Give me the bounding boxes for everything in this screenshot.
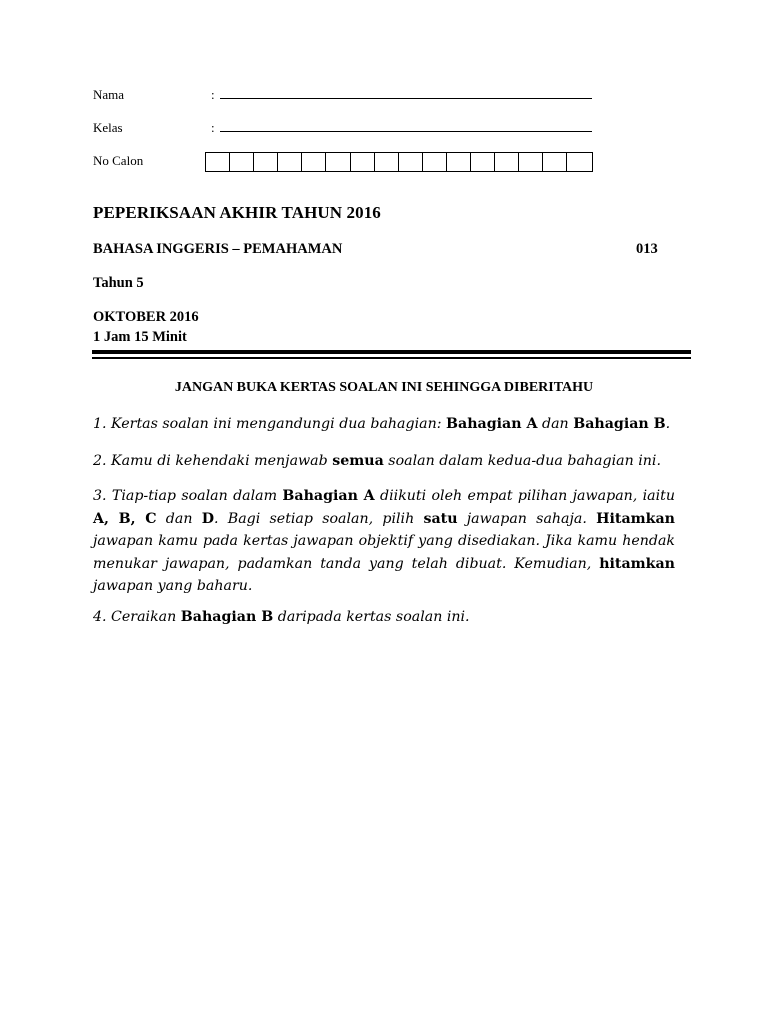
divider-thin [92, 357, 691, 359]
warning-heading: JANGAN BUKA KERTAS SOALAN INI SEHINGGA DIBERITAHU [174, 380, 594, 395]
nama-label: Nama [93, 87, 125, 102]
exam-duration: 1 Jam 15 Minit [93, 329, 187, 345]
instruction-2: 2. Kamu di kehendaki menjawab semua soalan dalam kedua-dua bahagian ini. [93, 453, 661, 469]
calon-box[interactable] [326, 153, 350, 171]
no-calon-boxes[interactable] [205, 152, 593, 172]
paper-code: 013 [636, 241, 658, 257]
calon-box[interactable] [543, 153, 567, 171]
calon-box[interactable] [567, 153, 591, 171]
calon-box[interactable] [206, 153, 230, 171]
calon-box[interactable] [351, 153, 375, 171]
calon-box[interactable] [399, 153, 423, 171]
kelas-colon: : [211, 120, 215, 135]
instruction-3: 3. Tiap-tiap soalan dalam Bahagian A diikuti oleh empat pilihan jawapan, iaitu A, B, C dan D. Bagi setiap soalan, pilih satu jawapan sahaja. Hitamkan jawapan kamu pada kertas jawapan objektif yang disediakan. Jika kamu hendak menukar jawapan, padamkan tanda yang telah dibuat. Kemudian, hitamkan jawapan yang baharu. [93, 488, 676, 594]
calon-box[interactable] [230, 153, 254, 171]
calon-box[interactable] [471, 153, 495, 171]
exam-month: OKTOBER 2016 [93, 309, 199, 325]
calon-box[interactable] [423, 153, 447, 171]
calon-box[interactable] [447, 153, 471, 171]
exam-title: PEPERIKSAAN AKHIR TAHUN 2016 [93, 203, 381, 222]
nama-colon: : [211, 87, 215, 102]
calon-box[interactable] [375, 153, 399, 171]
calon-box[interactable] [495, 153, 519, 171]
instruction-1: 1. Kertas soalan ini mengandungi dua bahagian: Bahagian A dan Bahagian B. [93, 416, 671, 432]
nama-field[interactable] [220, 98, 592, 99]
calon-box[interactable] [254, 153, 278, 171]
calon-box[interactable] [519, 153, 543, 171]
year-level: Tahun 5 [93, 275, 144, 291]
subject-name: BAHASA INGGERIS – PEMAHAMAN [93, 241, 343, 257]
instruction-4: 4. Ceraikan Bahagian B daripada kertas soalan ini. [93, 609, 470, 625]
divider-thick [92, 350, 691, 354]
kelas-label: Kelas [93, 120, 123, 135]
kelas-field[interactable] [220, 131, 592, 132]
no-calon-label: No Calon [93, 153, 144, 168]
calon-box[interactable] [302, 153, 326, 171]
calon-box[interactable] [278, 153, 302, 171]
